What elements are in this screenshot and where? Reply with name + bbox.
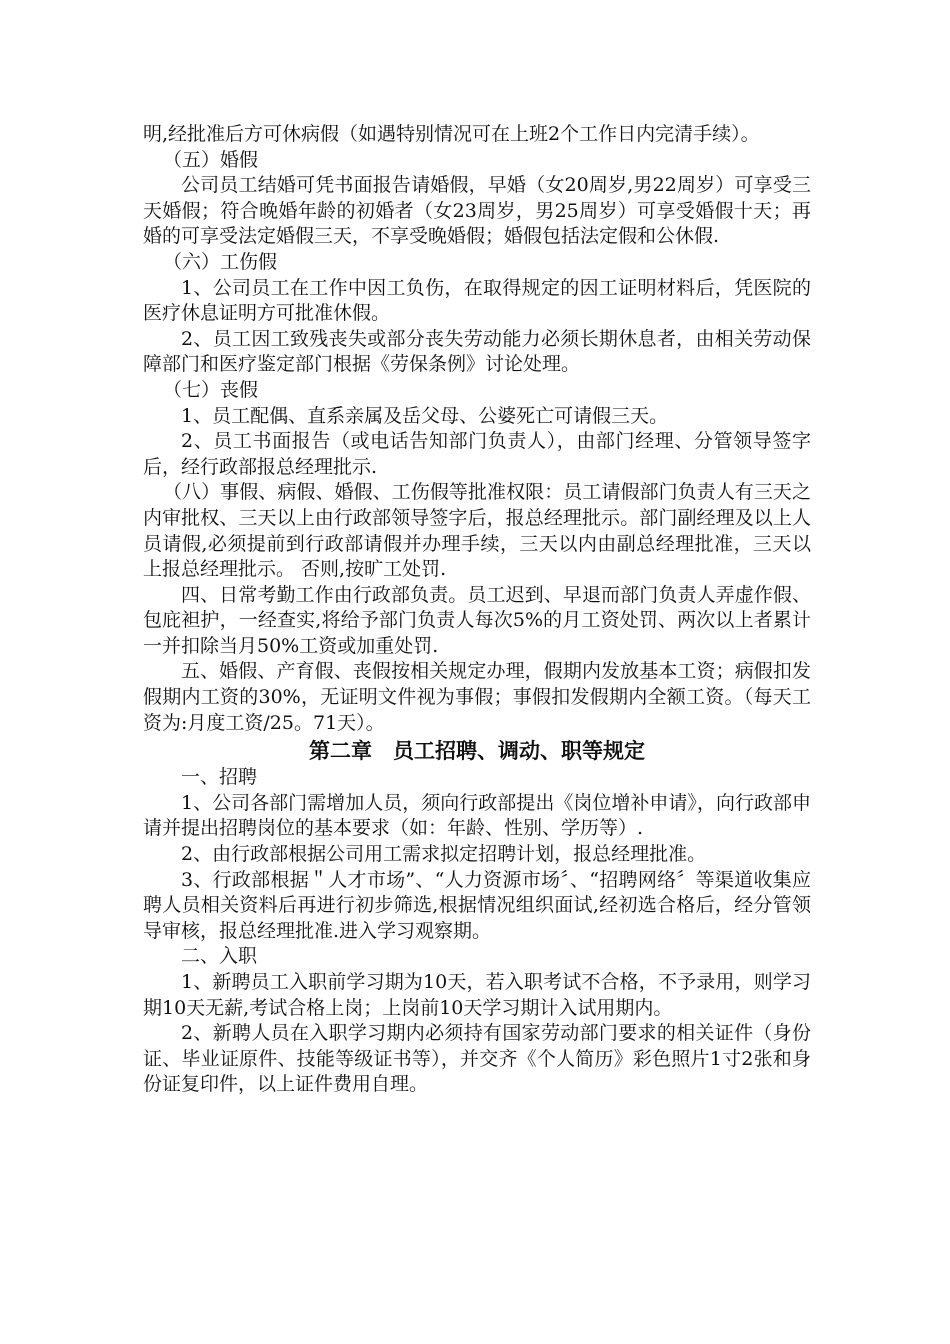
paragraph-attendance: 四、日常考勤工作由行政部负责。员工迟到、早退而部门负责人弄虚作假、包庇袒护，一经查实,将给予部门负责人每次5%的月工资处罚、两次以上者累计一并扣除当月50%工资或加重处罚. xyxy=(143,583,811,657)
paragraph-sick-leave-continued: 明,经批准后方可休病假（如遇特别情况可在上班2个工作日内完清手续）。 xyxy=(143,123,760,145)
section-work-injury-leave-heading: （六）工伤假 xyxy=(163,250,278,273)
paragraph-leave-pay: 五、婚假、产育假、丧假按相关规定办理，假期内发放基本工资；病假扣发假期内工资的30%，无证明文件视为事假；事假扣发假期内全额工资。（每天工资为:月度工资/25。71天）。 xyxy=(143,660,811,734)
document-page xyxy=(143,122,811,1098)
paragraph-bereavement-1: 1、员工配偶、直系亲属及岳父母、公婆死亡可请假三天。 xyxy=(181,404,669,427)
section-marriage-leave-heading: （五）婚假 xyxy=(163,148,259,171)
chapter-title: 第二章 员工招聘、调动、职等规定 xyxy=(309,739,645,764)
paragraph-recruitment-3: 3、行政部根据＂人才市场”、“人力资源市场〞、“招聘网络〞等渠道收集应聘人员相关资料后再进行初步筛选,根据情况组织面试,经初选合格后，经分管领导审核，报总经理批准.进入学习观察期。 xyxy=(143,868,811,942)
section-recruitment-heading: 一、招聘 xyxy=(181,766,258,789)
paragraph-approval-authority: （八）事假、病假、婚假、工伤假等批准权限：员工请假部门负责人有三天之内审批权、三天以上由行政部领导签字后，报总经理批示。部门副经理及以上人员请假,必须提前到行政部请假并办理手续，三天以内由副总经理批准，三天以上报总经理批示。 否则,按旷工处罚. xyxy=(143,481,811,581)
paragraph-onboarding-2: 2、新聘人员在入职学习期内必须持有国家劳动部门要求的相关证件（身份证、毕业证原件、技能等级证书等），并交齐《个人简历》彩色照片1寸2张和身份证复印件，以上证件费用自理。 xyxy=(143,1022,811,1096)
paragraph-recruitment-2: 2、由行政部根据公司用工需求拟定招聘计划，报总经理批准。 xyxy=(181,843,707,866)
section-onboarding-heading: 二、入职 xyxy=(181,945,258,968)
paragraph-work-injury-2: 2、员工因工致残丧失或部分丧失劳动能力必须长期休息者，由相关劳动保障部门和医疗鉴定部门根据《劳保条例》讨论处理。 xyxy=(143,327,811,376)
section-bereavement-leave-heading: （七）丧假 xyxy=(163,378,259,401)
paragraph-onboarding-1: 1、新聘员工入职前学习期为10天，若入职考试不合格，不予录用，则学习期10天无薪,考试合格上岗；上岗前10天学习期计入试用期内。 xyxy=(143,971,811,1019)
paragraph-bereavement-2: 2、员工书面报告（或电话告知部门负责人），由部门经理、分管领导签字后，经行政部报总经理批示. xyxy=(143,430,811,478)
paragraph-recruitment-1: 1、公司各部门需增加人员，须向行政部提出《岗位增补申请》，向行政部申请并提出招聘岗位的基本要求（如：年龄、性别、学历等）. xyxy=(143,791,811,840)
paragraph-work-injury-1: 1、公司员工在工作中因工负伤，在取得规定的因工证明材料后，凭医院的医疗休息证明方可批准休假。 xyxy=(143,276,811,325)
paragraph-marriage-leave: 公司员工结婚可凭书面报告请婚假，早婚（女20周岁,男22周岁）可享受三天婚假；符合晚婚年龄的初婚者（女23周岁，男25周岁）可享受婚假十天；再婚的可享受法定婚假三天，不享受晚婚假；婚假包括法定假和公休假. xyxy=(143,174,811,248)
